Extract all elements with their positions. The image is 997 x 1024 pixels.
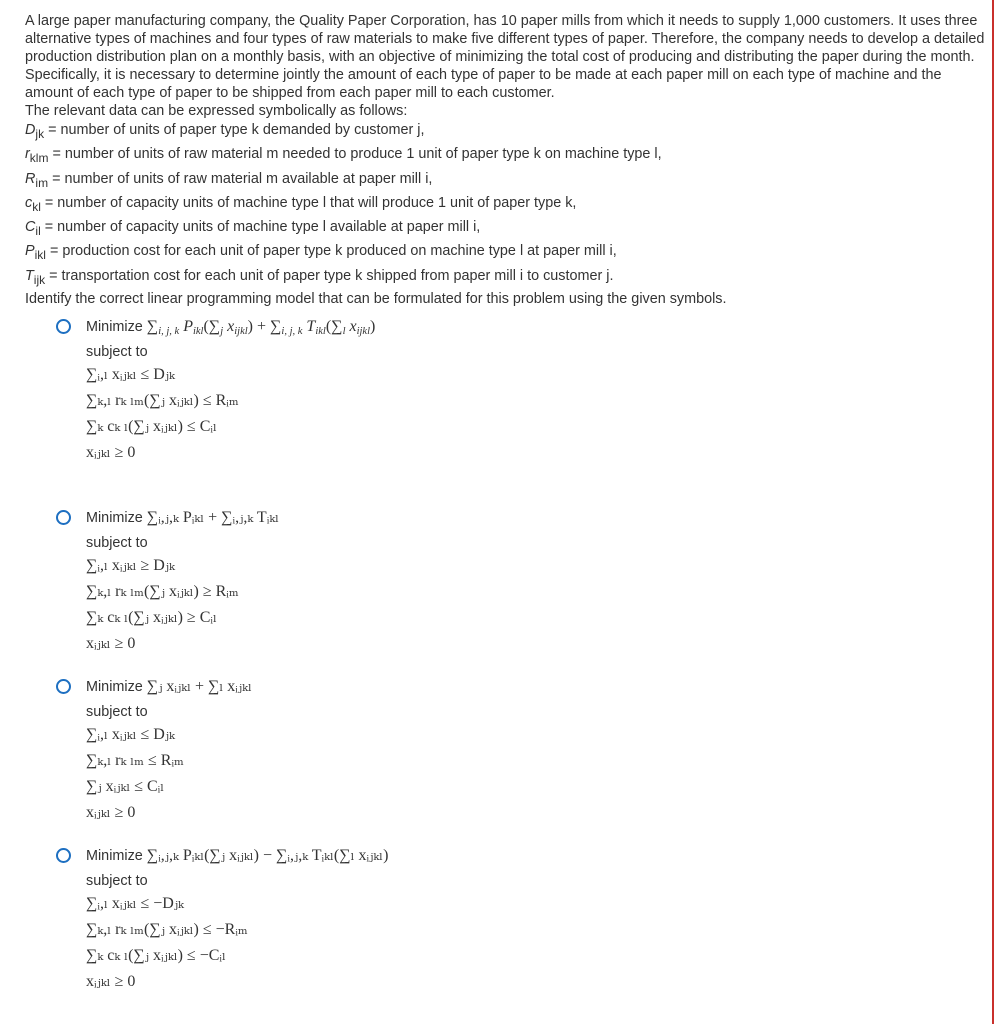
subject-to-label: subject to — [86, 535, 148, 551]
definition-text: = number of units of raw material m needed to produce 1 unit of paper type k on machine type l, — [48, 146, 662, 163]
question-prompt: Identify the correct linear programming model that can be formulated for this problem using the given symbols. — [25, 290, 727, 307]
definition-7 — [25, 266, 990, 290]
constraint-3: ∑ⱼ xᵢⱼₖₗ ≤ Cᵢₗ — [86, 778, 165, 795]
question-intro: A large paper manufacturing company, the Quality Paper Corporation, has 10 paper mills from which it needs to supply 1,000 customers. It uses three alternative types of machines and four types of raw materials to make five different types of paper. Therefore, the company needs to develop a detailed production distribution plan on a monthly basis, with an objective of minimizing the total cost of producing and distributing the paper during the month. Specifically, it is necessary to determine jointly the amount of each type of paper to be made at each paper mill on each type of machine and the amount of each type of paper to be shipped from each paper mill to each customer. — [25, 13, 985, 101]
definition-6 — [25, 241, 990, 265]
objective-line — [86, 677, 726, 703]
objective-expression: ∑ᵢ,ⱼ,ₖ Pᵢₖₗ + ∑ᵢ,ⱼ,ₖ Tᵢₖₗ — [146, 509, 280, 526]
definition-symbol: R — [25, 170, 36, 187]
definition-subscript: ikl — [34, 248, 46, 263]
definition-text: = number of capacity units of machine type l that will produce 1 unit of paper type k, — [40, 194, 577, 211]
definition-1 — [25, 120, 990, 144]
definition-symbol: C — [25, 219, 36, 236]
radio-button[interactable] — [56, 510, 71, 525]
definition-text: = number of units of paper type k demanded by customer j, — [44, 122, 425, 138]
definition-text: = number of capacity units of machine type l available at paper mill i, — [40, 219, 481, 236]
definition-5 — [25, 217, 990, 241]
constraint-4: xᵢⱼₖₗ ≥ 0 — [86, 804, 136, 821]
radio-button[interactable] — [56, 848, 71, 863]
constraint-2: ∑ₖ,ₗ rₖ ₗₘ ≤ Rᵢₘ — [86, 752, 184, 769]
option-content — [86, 317, 726, 469]
radio-button[interactable] — [56, 679, 71, 694]
data-intro: The relevant data can be expressed symbolically as follows: — [25, 103, 408, 119]
subject-to-label: subject to — [86, 873, 148, 889]
objective-expression: ∑ⱼ xᵢⱼₖₗ + ∑ₗ xᵢⱼₖₗ — [146, 678, 252, 695]
definition-subscript: ijk — [33, 272, 46, 287]
definition-subscript: klm — [29, 151, 49, 166]
objective-line — [86, 846, 726, 872]
definitions-list — [25, 120, 990, 290]
constraint-4: xᵢⱼₖₗ ≥ 0 — [86, 635, 136, 652]
constraint-4: xᵢⱼₖₗ ≥ 0 — [86, 444, 136, 461]
constraint-2: ∑ₖ,ₗ rₖ ₗₘ(∑ⱼ xᵢⱼₖₗ) ≤ Rᵢₘ — [86, 392, 239, 409]
definition-symbol: P — [25, 243, 35, 260]
objective-expression: $\sum_{i, j, k}$ $P_{ikl}(\sum_j$ $x_{ijkl}) + \sum_{i, j, k}$ $T_{ikl}(\sum_l$ $x_{ijkl}$) — [146, 318, 376, 337]
constraint-2: ∑ₖ,ₗ rₖ ₗₘ(∑ⱼ xᵢⱼₖₗ) ≤ −Rᵢₘ — [86, 921, 248, 938]
definition-subscript: il — [35, 224, 41, 238]
definition-text: = transportation cost for each unit of paper type k shipped from paper mill i to customer j. — [45, 267, 614, 284]
constraint-3: ∑ₖ cₖ ₗ(∑ⱼ xᵢⱼₖₗ) ≥ Cᵢₗ — [86, 609, 217, 626]
option-content — [86, 846, 726, 998]
definition-symbol: D — [25, 122, 36, 138]
subject-to-label: subject to — [86, 704, 148, 720]
minimize-label: Minimize — [86, 510, 143, 526]
definition-subscript: im — [35, 175, 49, 190]
objective-line — [86, 317, 726, 343]
constraint-4: xᵢⱼₖₗ ≥ 0 — [86, 973, 136, 990]
definition-4 — [25, 193, 990, 217]
constraint-1: ∑ᵢ,ₗ xᵢⱼₖₗ ≤ −Dⱼₖ — [86, 895, 184, 912]
definition-symbol: r — [25, 146, 30, 163]
definition-text: = production cost for each unit of paper type k produced on machine type l at paper mill i, — [45, 243, 617, 260]
option-content — [86, 677, 726, 829]
definition-subscript: jk — [35, 126, 45, 141]
definition-symbol: c — [25, 194, 33, 211]
question-text — [25, 12, 990, 308]
definition-symbol: T — [25, 267, 34, 284]
definition-2 — [25, 144, 990, 168]
definition-3 — [25, 169, 990, 193]
constraint-3: ∑ₖ cₖ ₗ(∑ⱼ xᵢⱼₖₗ) ≤ Cᵢₗ — [86, 418, 217, 435]
constraint-2: ∑ₖ,ₗ rₖ ₗₘ(∑ⱼ xᵢⱼₖₗ) ≥ Rᵢₘ — [86, 583, 239, 600]
subject-to-label: subject to — [86, 344, 148, 360]
constraint-1: ∑ᵢ,ₗ xᵢⱼₖₗ ≤ Dⱼₖ — [86, 726, 175, 743]
minimize-label: Minimize — [86, 848, 143, 864]
objective-expression: ∑ᵢ,ⱼ,ₖ Pᵢₖₗ(∑ⱼ xᵢⱼₖₗ) − ∑ᵢ,ⱼ,ₖ Tᵢₖₗ(∑ₗ xᵢⱼₖₗ) — [146, 847, 389, 864]
minimize-label: Minimize — [86, 319, 143, 335]
radio-button[interactable] — [56, 319, 71, 334]
definition-text: = number of units of raw material m available at paper mill i, — [48, 170, 433, 187]
objective-line — [86, 508, 726, 534]
definition-subscript: kl — [32, 199, 41, 214]
right-border-rule — [992, 0, 994, 1024]
minimize-label: Minimize — [86, 679, 143, 695]
constraint-1: ∑ᵢ,ₗ xᵢⱼₖₗ ≤ Dⱼₖ — [86, 366, 175, 383]
constraint-1: ∑ᵢ,ₗ xᵢⱼₖₗ ≥ Dⱼₖ — [86, 557, 175, 574]
option-content — [86, 508, 726, 660]
constraint-3: ∑ₖ cₖ ₗ(∑ⱼ xᵢⱼₖₗ) ≤ −Cᵢₗ — [86, 947, 226, 964]
